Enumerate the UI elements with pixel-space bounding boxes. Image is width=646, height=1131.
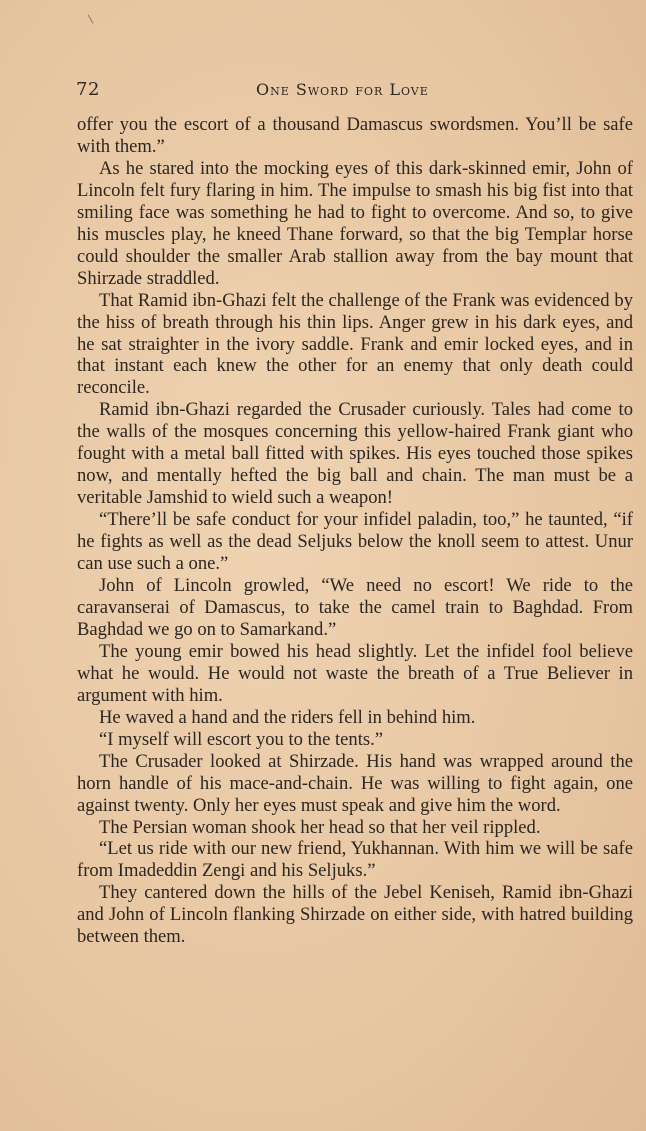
paragraph: That Ramid ibn-Ghazi felt the challenge of the Frank was evidenced by the hiss of breath through his thin lips. Anger grew in his dark eyes, and he sat straighter in the ivory saddle. Frank and emir locked eyes, and in that instant each knew the other for an enemy that only death could reconcile. bbox=[77, 289, 633, 399]
paragraph: As he stared into the mocking eyes of this dark-skinned emir, John of Lincoln felt fury flaring in him. The impulse to smash his big fist into that smiling face was something he had to fight to overcome. And so, to give his muscles play, he kneed Thane forward, so that the big Templar horse could shoulder the smaller Arab stallion away from the bay mount that Shirzade straddled. bbox=[77, 157, 633, 289]
print-mark bbox=[88, 14, 94, 23]
paragraph: John of Lincoln growled, “We need no escort! We ride to the caravanserai of Damascus, to take the camel train to Baghdad. From Baghdad we go on to Samarkand.” bbox=[77, 575, 633, 640]
paragraph: The Crusader looked at Shirzade. His hand was wrapped around the horn handle of his mace-and-chain. He was willing to fight again, one against twenty. Only her eyes must speak and give him the word. bbox=[77, 750, 633, 816]
running-title: One Sword for Love bbox=[256, 80, 429, 99]
paragraph: The young emir bowed his head slightly. Let the infidel fool believe what he would. He would not waste the breath of a True Believer in argument with him. bbox=[77, 640, 633, 706]
paragraph: The Persian woman shook her head so that her veil rippled. bbox=[99, 816, 541, 838]
paragraph: “I myself will escort you to the tents.” bbox=[99, 728, 383, 750]
paragraph: They cantered down the hills of the Jebel Keniseh, Ramid ibn-Ghazi and John of Lincoln flanking Shirzade on either side, with hatred building between them. bbox=[77, 882, 633, 948]
page-number: 72 bbox=[76, 79, 100, 100]
body-text bbox=[77, 114, 633, 948]
paragraph: offer you the escort of a thousand Damascus swordsmen. You’ll be safe with them.” bbox=[77, 114, 633, 157]
paragraph: “There’ll be safe conduct for your infidel paladin, too,” he taunted, “if he fights as well as the dead Seljuks below the knoll seem to attest. Unur can use such a one.” bbox=[77, 509, 633, 575]
paragraph: He waved a hand and the riders fell in behind him. bbox=[99, 706, 476, 728]
page-header bbox=[76, 79, 636, 103]
paragraph: “Let us ride with our new friend, Yukhannan. With him we will be safe from Imadeddin Zengi and his Seljuks.” bbox=[77, 838, 633, 882]
paragraph: Ramid ibn-Ghazi regarded the Crusader curiously. Tales had come to the walls of the mosques concerning this yellow-haired Frank giant who fought with a metal ball fitted with spikes. His eyes touched those spikes now, and mentally hefted the big ball and chain. The man must be a veritable Jamshid to wield such a weapon! bbox=[77, 399, 633, 509]
